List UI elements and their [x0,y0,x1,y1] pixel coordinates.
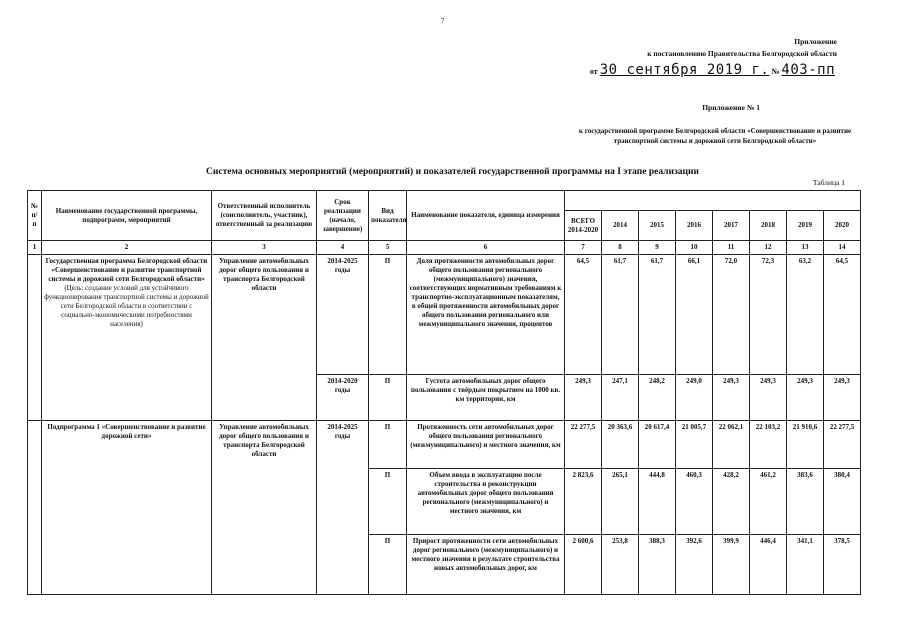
indicator-value: 428,2 [713,469,750,535]
header-num: № п/п [28,191,42,241]
indicator-value: 399,9 [713,535,750,595]
header-indicator-type: Вид показателя [369,191,407,241]
header-period: Срок реализации (начало, завершение) [317,191,369,241]
decree-date-line [590,62,835,78]
column-numbers-row [28,241,861,255]
subprogram-name: Подпрограмма 1 «Совершенствование и развитие дорожной сети» [42,421,212,595]
subprogram-row [28,421,861,469]
indicator-value: 61,7 [639,255,676,375]
subprogram-num [28,421,42,595]
program-responsible: Управление автомобильных дорог общего пользования и транспорта Белгородской области [212,255,317,421]
indicator-value: 247,1 [602,375,639,421]
indicator-name: Протяженность сети автомобильных дорог общего пользования регионального (межмуниципального) и местного значения, км [407,421,565,469]
column-number: 11 [713,241,750,255]
indicator-type: П [369,469,407,535]
header-year: 2016 [676,211,713,241]
program-num [28,255,42,421]
indicator-value: 21 005,7 [676,421,713,469]
indicator-value: 388,3 [639,535,676,595]
indicator-value: 22 103,2 [750,421,787,469]
column-number: 6 [407,241,565,255]
appendix1-title: Приложение № 1 [702,103,760,112]
decree-text: к постановлению Правительства Белгородской области [647,49,837,58]
indicator-value: 64,5 [565,255,602,375]
header-years-group [565,191,861,211]
indicator-value: 380,4 [824,469,861,535]
indicator-value: 22 062,1 [713,421,750,469]
header-year: 2017 [713,211,750,241]
column-number: 8 [602,241,639,255]
header-responsible: Ответственный исполнитель (соисполнитель, участник), ответственный за реализацию [212,191,317,241]
indicator-value: 72,0 [713,255,750,375]
indicator-value: 22 277,5 [824,421,861,469]
column-number: 12 [750,241,787,255]
indicator-type: П [369,375,407,421]
column-number: 3 [212,241,317,255]
indicator-name: Объем ввода в эксплуатацию после строительства и реконструкции автомобильных дорог общего пользования регионального (межмуниципального) и местного значения, км [407,469,565,535]
indicator-period: 2014-2020 годы [317,375,369,421]
indicator-value: 22 277,5 [565,421,602,469]
indicator-name: Доля протяженности автомобильных дорог общего пользования регионального (межмуниципального) значения, соответствующих нормативным требованиям к транспортно-эксплуатационным показателям, в общей протяженности автомобильных дорог общего пользования регионального или межмуниципального значения, процентов [407,255,565,375]
decree-date: 30 сентября 2019 г. [599,62,770,78]
number-prefix: № [771,67,780,76]
indicator-type: П [369,421,407,469]
header-name: Наименование государственной программы, подпрограмм, мероприятий [42,191,212,241]
indicator-name: Прирост протяженности сети автомобильных дорог регионального (межмуниципального) и местного значения в результате строительства новых автомобильных дорог, км [407,535,565,595]
column-number: 5 [369,241,407,255]
indicator-value: 249,3 [787,375,824,421]
indicator-type: П [369,255,407,375]
indicator-value: 249,0 [676,375,713,421]
indicator-value: 383,6 [787,469,824,535]
header-year: ВСЕГО 2014-2020 [565,211,602,241]
indicator-type: П [369,535,407,595]
indicator-value: 249,3 [750,375,787,421]
indicator-value: 378,5 [824,535,861,595]
indicator-value: 265,1 [602,469,639,535]
indicator-value: 63,2 [787,255,824,375]
indicator-value: 249,3 [713,375,750,421]
program-goal: (Цель: создание условий для устойчивого функционирования транспортной системы и дорожной сети Белгородской области в соответствии с социально-экономическими потребностями населения) [44,284,209,328]
column-number: 2 [42,241,212,255]
program-name [42,255,212,421]
indicator-value: 2 600,6 [565,535,602,595]
indicator-period: 2014-2025 годы [317,255,369,375]
indicator-value: 249,3 [565,375,602,421]
header-year: 2015 [639,211,676,241]
table-label: Таблица 1 [812,178,845,187]
appendix1-text: к государственной программе Белгородской области «Совершенствование и развитие транспортной системы и дорожной сети Белгородской области» [578,127,852,145]
header-indicator-name: Наименование показателя, единица измерения [407,191,565,241]
decree-number: 403-пп [781,62,835,78]
program-title: Государственная программа Белгородской области «Совершенствование и развитие транспортной системы и дорожной сети Белгородской области» [45,257,208,283]
indicator-value: 21 910,6 [787,421,824,469]
indicator-value: 460,3 [676,469,713,535]
column-number: 9 [639,241,676,255]
indicator-value: 392,6 [676,535,713,595]
appendix-header [497,36,837,60]
document-title: Система основных мероприятий (мероприятий) и показателей государственной программы на I этапе реализации [206,167,699,177]
column-number: 4 [317,241,369,255]
indicator-value: 249,3 [824,375,861,421]
indicator-value: 2 823,6 [565,469,602,535]
indicator-value: 20 617,4 [639,421,676,469]
program-row [28,255,861,375]
date-prefix: от [589,67,598,76]
indicator-value: 253,8 [602,535,639,595]
indicator-value: 64,5 [824,255,861,375]
appendix-label: Приложение [794,37,837,46]
column-number: 10 [676,241,713,255]
indicator-name: Густота автомобильных дорог общего пользования с твёрдым покрытием на 1000 кв. км территории, км [407,375,565,421]
indicator-value: 341,1 [787,535,824,595]
header-year: 2018 [750,211,787,241]
header-year: 2020 [824,211,861,241]
indicator-value: 461,2 [750,469,787,535]
subprogram-period: 2014-2025 годы [317,421,369,595]
page-number: 7 [441,17,445,25]
indicator-value: 66,1 [676,255,713,375]
header-year: 2019 [787,211,824,241]
subprogram-responsible: Управление автомобильных дорог общего пользования и транспорта Белгородской области [212,421,317,595]
indicator-value: 446,4 [750,535,787,595]
indicator-value: 61,7 [602,255,639,375]
indicators-table [27,190,861,595]
indicator-value: 444,8 [639,469,676,535]
column-number: 1 [28,241,42,255]
column-number: 13 [787,241,824,255]
indicator-value: 248,2 [639,375,676,421]
header-year: 2014 [602,211,639,241]
column-number: 7 [565,241,602,255]
column-number: 14 [824,241,861,255]
indicator-value: 20 363,6 [602,421,639,469]
indicator-value: 72,3 [750,255,787,375]
